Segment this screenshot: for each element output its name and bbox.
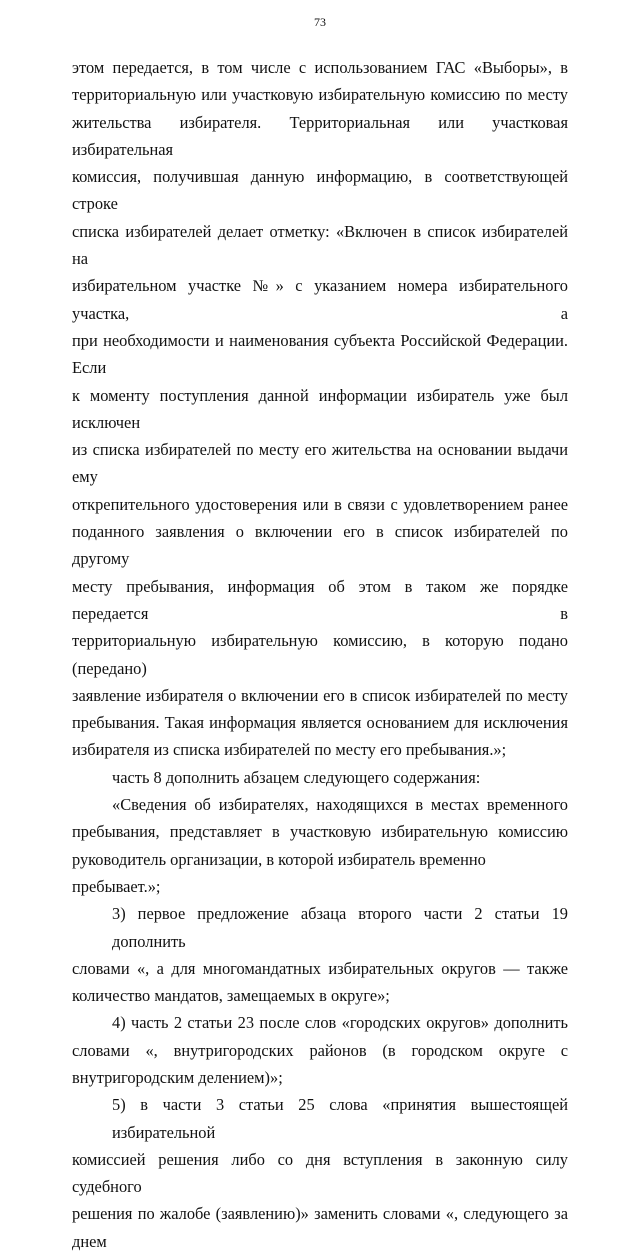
- text-line: словами «, внутригородских районов (в городском округе с: [72, 1040, 568, 1060]
- text-line: словами «, а для многомандатных избирательных округов — также: [72, 958, 568, 978]
- text-line: «Сведения об избирателях, находящихся в местах временного: [112, 795, 568, 815]
- text-line: количество мандатов, замещаемых в округе»;: [72, 986, 390, 1006]
- text-line: этом передается, в том числе с использованием ГАС «Выборы», в: [72, 58, 568, 77]
- text-line: при необходимости и наименования субъекта Российской Федерации. Если: [72, 330, 568, 378]
- text-line: территориальную или участковую избирательную комиссию по месту: [72, 85, 568, 105]
- text-line: пребывания, представляет в участковую избирательную комиссию: [72, 822, 568, 842]
- text-line: жительства избирателя. Территориальная или участковая избирательная: [72, 112, 568, 159]
- text-line: часть 8 дополнить абзацем следующего содержания:: [112, 767, 481, 787]
- text-line: к моменту поступления данной информации избиратель уже был исключен: [72, 385, 568, 432]
- text-line: открепительного удостоверения или в связи с удовлетворением ранее: [72, 494, 568, 514]
- text-line: месту пребывания, информация об этом в таком же порядке передается в: [72, 576, 568, 623]
- page-number: 73: [314, 15, 326, 29]
- text-line: комиссией решения либо со дня вступления в законную силу судебного: [72, 1149, 568, 1197]
- document-body: [72, 54, 568, 1255]
- text-line: 3) первое предложение абзаца второго части 2 статьи 19 дополнить: [112, 904, 568, 951]
- text-line: поданного заявления о включении его в список избирателей по другому: [72, 522, 568, 569]
- text-line: руководитель организации, в которой избиратель временно пребывает.»;: [72, 849, 486, 896]
- text-line: списка избирателей делает отметку: «Включен в список избирателей на: [72, 221, 568, 269]
- text-line: пребывания. Такая информация является основанием для исключения: [72, 713, 568, 733]
- text-line: избирателя из списка избирателей по месту его пребывания.»;: [72, 740, 507, 760]
- text-line: 4) часть 2 статьи 23 после слов «городских округов» дополнить: [112, 1013, 568, 1033]
- text-line: заявление избирателя о включении его в список избирателей по месту: [72, 685, 568, 705]
- text-line: 5) в части 3 статьи 25 слова «принятия вышестоящей избирательной: [112, 1095, 568, 1142]
- text-line: внутригородским делением)»;: [72, 1067, 283, 1087]
- text-line: из списка избирателей по месту его жительства на основании выдачи ему: [72, 440, 568, 487]
- text-line: комиссия, получившая данную информацию, в соответствующей строке: [72, 167, 568, 214]
- text-line: избирательном участке №» с указанием номера избирательного участка, а: [72, 276, 568, 323]
- text-line: решения по жалобе (заявлению)» заменить словами «, следующего за днем: [72, 1204, 568, 1251]
- text-line: территориальную избирательную комиссию, в которую подано (передано): [72, 631, 568, 678]
